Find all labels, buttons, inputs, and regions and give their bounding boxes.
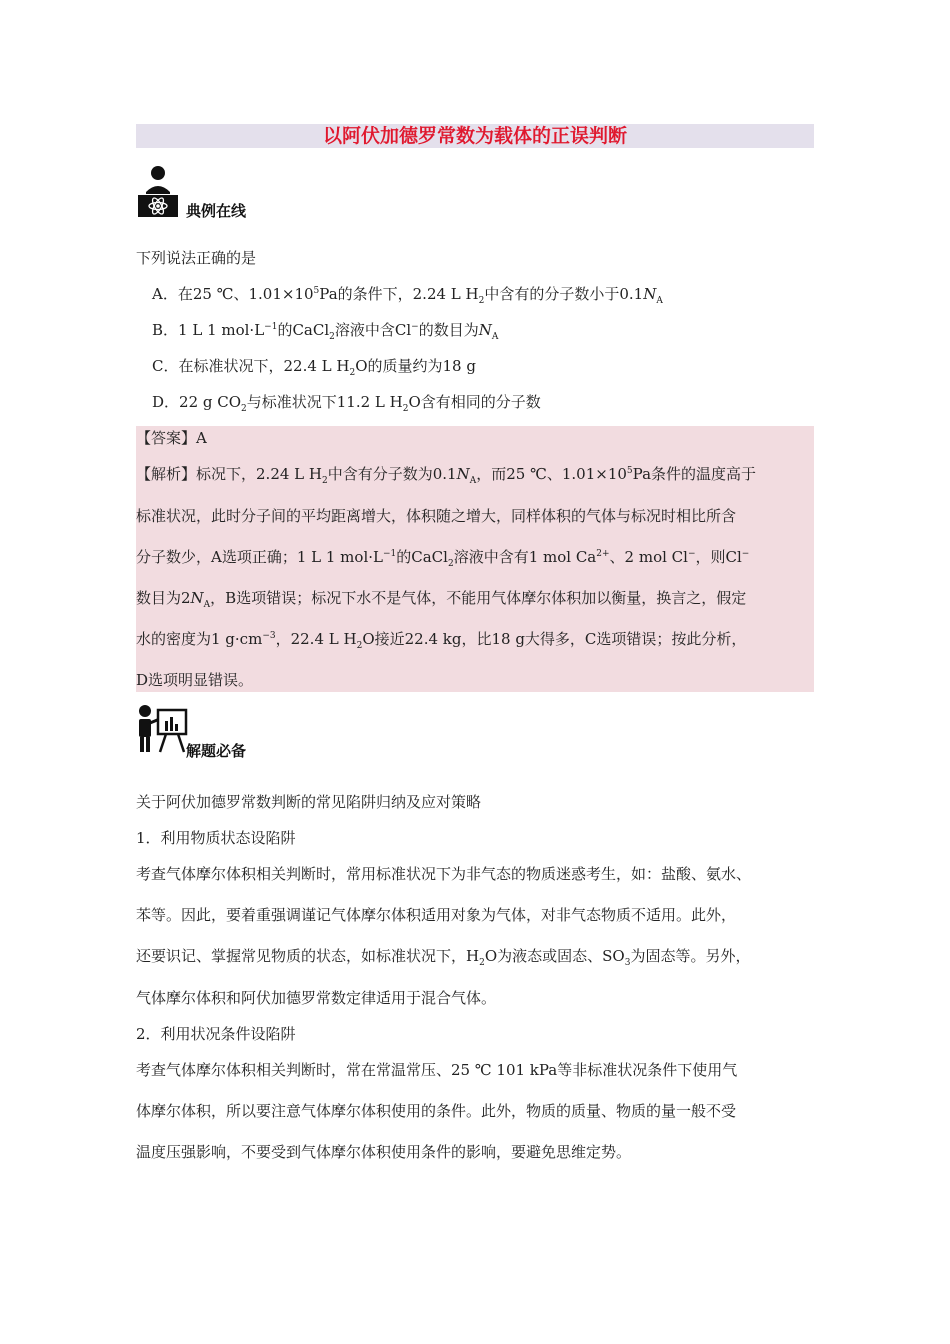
section-essentials-label: 解题必备: [186, 742, 247, 760]
item-1-line-2: 苯等。因此，要着重强调谨记气体摩尔体积适用对象为气体，对非气态物质不适用。此外，: [136, 906, 737, 924]
item-1-heading: 1．利用物质状态设陷阱: [136, 829, 296, 847]
analysis-line-6: D选项明显错误。: [136, 671, 254, 689]
answer-box: [136, 426, 814, 692]
item-1-line-4: 气体摩尔体积和阿伏加德罗常数定律适用于混合气体。: [136, 989, 497, 1007]
analysis-line-5: 水的密度为1 $g\cdot cm^{-3}$，22.4 L $H_2O$接近22.4 kg，比18 g大得多，C选项错误；按此分析，: [136, 630, 747, 651]
analysis-line-4: 数目为$2N_A$，B选项错误；标况下水不是气体，不能用气体摩尔体积加以衡量，换言之，假定: [136, 589, 747, 610]
item-2-line-2: 体摩尔体积，所以要注意气体摩尔体积使用的条件。此外，物质的质量、物质的量一般不受: [136, 1102, 737, 1120]
item-1-line-1: 考查气体摩尔体积相关判断时，常用标准状况下为非气态的物质迷惑考生，如：盐酸、氨水、: [136, 865, 752, 883]
essentials-intro: 关于阿伏加德罗常数判断的常见陷阱归纳及应对策略: [136, 793, 482, 811]
option-b: B．1 L 1 $mol\cdot L^{-1}$的CaCl$_2$溶液中含Cl−的数目为$N_A$: [152, 321, 499, 342]
teacher-atom-icon: [136, 164, 180, 218]
page-title: 以阿伏加德罗常数为载体的正误判断: [136, 124, 814, 148]
item-2-line-3: 温度压强影响，不要受到气体摩尔体积使用条件的影响，要避免思维定势。: [136, 1143, 632, 1161]
question-stem: 下列说法正确的是: [136, 249, 257, 267]
presenter-chart-icon: [136, 704, 188, 754]
item-2-heading: 2．利用状况条件设陷阱: [136, 1025, 296, 1043]
analysis-line-2: 标准状况，此时分子间的平均距离增大，体积随之增大，同样体积的气体与标况时相比所含: [136, 507, 737, 525]
answer-line: 【答案】A: [136, 429, 207, 447]
analysis-line-3: 分子数少，A选项正确；1 L 1 $mol\cdot L^{-1}$的CaCl$_2$溶液中含有1 mol $Ca^{2+}$、2 mol Cl−，则Cl−: [136, 548, 750, 569]
section-example-label: 典例在线: [186, 202, 247, 220]
option-a: A．在25 ℃、$1.01\times 10^5Pa$的条件下，2.24 L $H_2$中含有的分子数小于$0.1N_A$: [152, 285, 663, 306]
item-1-line-3: 还要识记、掌握常见物质的状态，如标准状况下，$H_2O$为液态或固态、$SO_3$为固态等。另外，: [136, 947, 751, 968]
analysis-line-1: 【解析】标况下，2.24 L $H_2$中含有分子数为$0.1N_A$，而25 ℃、$1.01\times 10^5Pa$条件的温度高于: [136, 465, 757, 486]
item-2-line-1: 考查气体摩尔体积相关判断时，常在常温常压、25 ℃ 101 kPa等非标准状况条件下使用气: [136, 1061, 738, 1079]
option-c: C．在标准状况下，22.4 L $H_2O$的质量约为18 g: [152, 357, 476, 378]
option-d: D．22 g $CO_2$与标准状况下11.2 L $H_2O$含有相同的分子数: [152, 393, 541, 414]
